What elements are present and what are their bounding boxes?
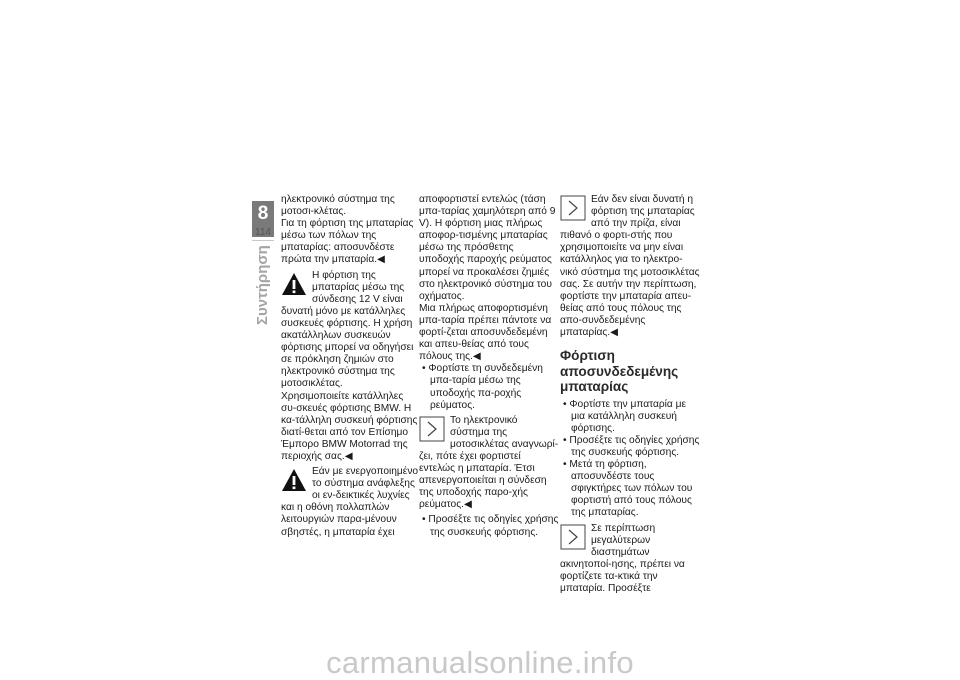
page-number: 114 [255,227,271,238]
text-column-3 [560,194,700,595]
watermark: carmanualsonline.info [326,645,634,680]
list-item [560,435,700,459]
chapter-number: 8 [257,203,269,224]
list-item [560,399,700,435]
section-title: Συντήρηση [254,245,271,325]
warning-text: Εάν με ενεργοποιημένο το σύστημα ανάφλεξης οι εν-δεικτικές λυχνίες και η οθόνη πολλαπλών λειτουργιών παρα-μένουν σβηστές, η μπαταρία έχει [281,466,419,538]
note-text: Σε περίπτωση μεγαλύτερων διαστημάτων ακινητοποί-ησης, πρέπει να φορτίζετε τα-κτικά την μπαταρία. Προσέξτε [560,522,685,595]
note-block [560,194,700,339]
warning-block [281,466,421,539]
bullet-marker: • [563,398,567,410]
note-block [419,415,559,512]
text-column-1 [281,194,421,539]
warning-icon [281,271,307,297]
paragraph: Μια πλήρως αποφορτισμένη μπα-ταρία πρέπει πάντοτε να φορτί-ζεται αποσυνδεδεμένη και απευ-θείας από τους πόλους της.◀ [419,302,552,363]
note-icon [419,416,445,442]
bullet-marker: • [422,514,426,526]
text-column-2 [419,194,559,539]
list-item [419,363,559,411]
note-text: Το ηλεκτρονικό σύστημα της μοτοσικλέτας αναγνωρί-ζει, πότε έχει φορτιστεί εντελώς η μπαταρία. Έτσι απενεργοποιείται η σύνδεση της υποδοχής παρο-χής ρεύματος.◀ [419,414,559,511]
bullet-marker: • [422,363,426,375]
list-item [419,514,559,538]
paragraph: Χρησιμοποιείτε κατάλληλες συ-σκευές φόρτισης BMW. Η κα-τάλληλη συσκευή φόρτισης διατί-θεται από τον Επίσημο Έμπορο BMW Motorrad της περιοχής σας.◀ [281,390,418,462]
note-icon [560,195,586,221]
sidebar-divider [252,240,274,241]
paragraph: αποφορτιστεί εντελώς (τάση μπα-ταρίας χαμηλότερη από 9 V). Η φόρτιση μιας πλήρως αποφορ-τισμένης μπαταρίας μέσω της πρόσθετης υποδοχής παροχής ρεύματος μπορεί να προκαλέσει ζημιές στο ηλεκτρονικό σύστημα του οχήματος. [419,194,556,302]
paragraph: ηλεκτρονικό σύστημα της μοτοσι-κλέτας. [281,194,395,218]
list-item-text: Μετά τη φόρτιση, αποσυνδέστε τους σφιγκτήρες των πόλων του φορτιστή από τους πόλους της μπαταρίας. [569,459,693,519]
note-block [560,523,700,596]
warning-icon [281,467,307,493]
note-icon [560,524,586,550]
bullet-marker: • [563,434,567,446]
paragraph: Για τη φόρτιση της μπαταρίας μέσω των πόλων της μπαταρίας: αποσυνδέστε πρώτα την μπαταρία.◀ [281,218,414,266]
list-item-text: Προσέξτε τις οδηγίες χρήσης της συσκευής φόρτισης. [569,434,700,458]
section-heading: Φόρτιση αποσυνδεδεμένης μπαταρίας [560,348,679,395]
warning-text: Η φόρτιση της μπαταρίας μέσω της σύνδεσης 12 V είναι δυνατή μόνο με κατάλληλες συσκευές φόρτισης. Η χρήση ακατάλληλων συσκευών φόρτισης μπορεί να οδηγήσει σε πρόκληση ζημιών στο ηλεκτρονικό σύστημα της μοτοσικλέτας. [281,269,414,390]
list-item [560,459,700,519]
list-item-text: Προσέξτε τις οδηγίες χρήσης της συσκευής φόρτισης. [428,514,559,538]
list-item-text: Φορτίστε τη συνδεδεμένη μπα-ταρία μέσω της υποδοχής πα-ροχής ρεύματος. [428,363,543,411]
warning-block [281,270,421,391]
list-item-text: Φορτίστε την μπαταρία με μια κατάλληλη συσκευή φόρτισης. [569,398,687,434]
bullet-marker: • [563,459,567,471]
note-text: Εάν δεν είναι δυνατή η φόρτιση της μπαταρίας από την πρίζα, είναι πιθανό ο φορτι-στής που χρησιμοποιείτε να μην είναι κατάλληλος για το ηλεκτρο-νικό σύστημα της μοτοσικλέτας σας. Σε αυτήν την περίπτωση, φορτίστε την μπαταρία απευ-θείας από τους πόλους της απο-συνδεδεμένης μπαταρίας.◀ [560,194,700,339]
